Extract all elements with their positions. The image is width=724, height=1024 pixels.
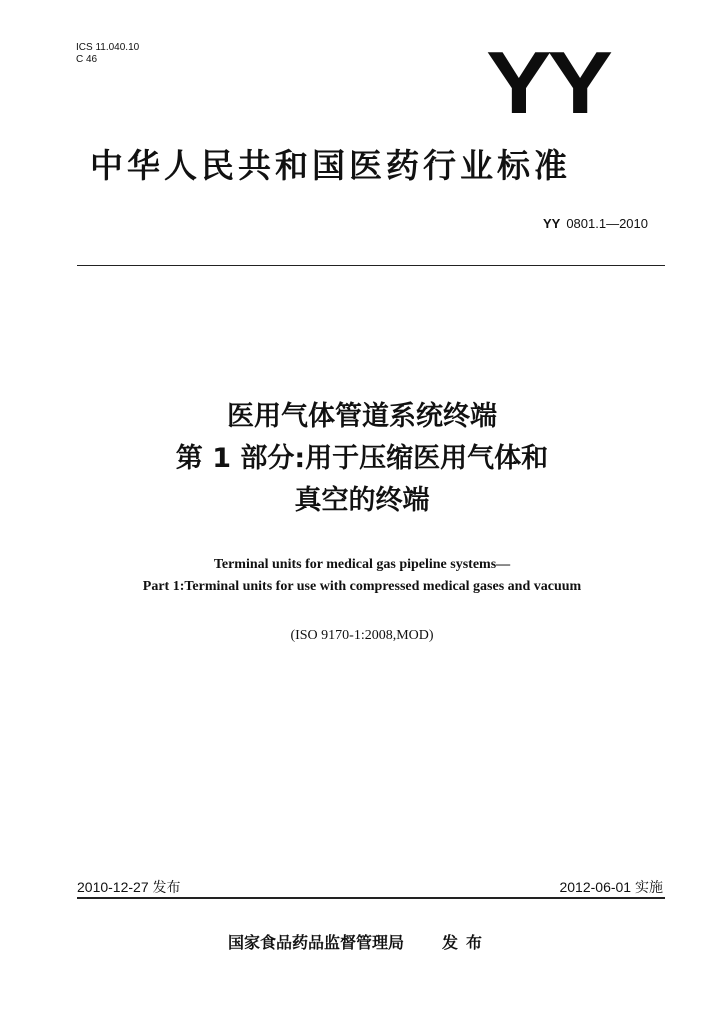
chinese-title-line3: 真空的终端 — [294, 485, 430, 516]
standard-number-prefix: YY — [542, 216, 561, 231]
yy-logo: YY — [486, 33, 609, 132]
footer-divider — [77, 897, 665, 899]
chinese-title — [0, 396, 724, 522]
ccs-code: C 46 — [76, 54, 98, 65]
publisher-action: 发布 — [442, 933, 491, 952]
ics-code: ICS 11.040.10 — [76, 42, 140, 53]
standard-number-value: 0801.1—2010 — [566, 216, 648, 231]
chinese-title-line1: 医用气体管道系统终端 — [227, 401, 497, 432]
header-divider — [77, 265, 665, 266]
standard-number — [543, 216, 648, 231]
english-title-line1: Terminal units for medical gas pipeline systems— — [213, 557, 511, 572]
implementation-date: 2012-06-01 实施 — [559, 879, 663, 895]
chinese-title-line2: 第 1 部分:用于压缩医用气体和 — [175, 443, 549, 474]
english-title — [0, 554, 724, 598]
standard-category-title: 中华人民共和国医药行业标准 — [90, 146, 571, 185]
english-title-line2: Part 1:Terminal units for use with compressed medical gases and vacuum — [142, 579, 582, 594]
issue-date: 2010-12-27 发布 — [77, 879, 181, 895]
publisher-name: 国家食品药品监督管理局 — [228, 933, 405, 952]
publisher — [228, 930, 490, 953]
iso-reference: (ISO 9170-1:2008,MOD) — [290, 628, 434, 643]
classification-codes — [76, 42, 139, 66]
